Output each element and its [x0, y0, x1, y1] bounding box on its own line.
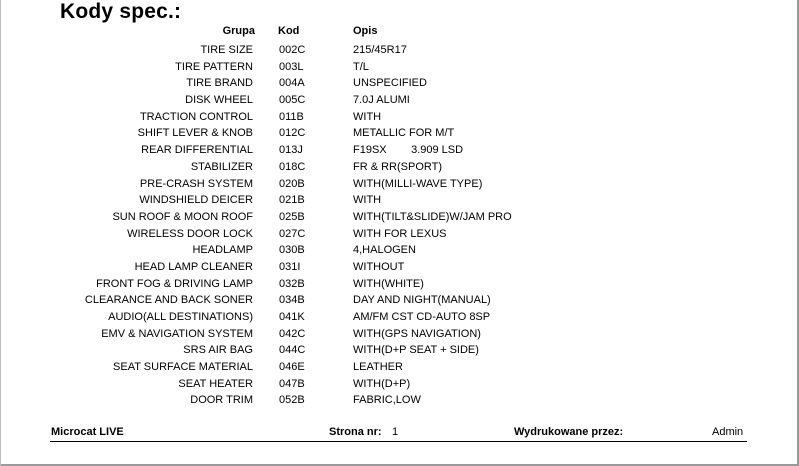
table-row	[0, 211, 799, 228]
row-grupa: WIRELESS DOOR LOCK	[127, 227, 253, 240]
table-row	[0, 361, 799, 378]
row-grupa: TIRE PATTERN	[175, 60, 253, 73]
row-kod: 047B	[279, 377, 305, 390]
row-opis: UNSPECIFIED	[353, 77, 427, 90]
table-row	[0, 311, 799, 328]
row-kod: 044C	[279, 344, 306, 357]
row-kod: 027C	[279, 227, 306, 240]
table-row	[0, 244, 799, 261]
table-row	[0, 61, 799, 78]
row-kod: 046E	[279, 361, 305, 374]
row-opis: WITH(WHITE)	[353, 277, 424, 290]
table-row	[0, 294, 799, 311]
table-row	[0, 127, 799, 144]
row-grupa: AUDIO(ALL DESTINATIONS)	[108, 311, 253, 323]
row-grupa: DISK WHEEL	[185, 94, 253, 107]
row-grupa: WINDSHIELD DEICER	[139, 194, 253, 207]
row-grupa: SRS AIR BAG	[183, 344, 253, 357]
row-kod: 020B	[279, 177, 305, 190]
row-kod: 025B	[279, 210, 305, 223]
table-row	[0, 178, 799, 195]
footer-page-label: Strona nr:	[329, 426, 382, 438]
row-kod: 032B	[279, 277, 305, 290]
row-opis: WITH(GPS NAVIGATION)	[353, 327, 481, 340]
row-kod: 042C	[279, 327, 306, 340]
table-row	[0, 261, 799, 278]
column-header-kod: Kod	[278, 25, 300, 37]
column-header-opis: Opis	[353, 25, 378, 37]
row-grupa: STABILIZER	[190, 160, 253, 173]
table-row	[0, 278, 799, 295]
spec-code-list	[0, 44, 799, 411]
row-grupa: TIRE BRAND	[186, 77, 253, 90]
table-row	[0, 161, 799, 178]
row-opis: 7.0J ALUMI	[353, 94, 410, 107]
column-header-grupa: Grupa	[222, 25, 255, 37]
table-row	[0, 94, 799, 111]
row-kod: 034B	[279, 294, 305, 307]
table-row	[0, 378, 799, 395]
row-kod: 005C	[279, 94, 306, 107]
row-kod: 012C	[279, 127, 306, 140]
row-opis: FR & RR(SPORT)	[353, 160, 443, 173]
row-grupa: PRE-CRASH SYSTEM	[139, 177, 253, 190]
row-opis: F19SX 3.909 LSD	[353, 144, 464, 157]
row-opis: DAY AND NIGHT(MANUAL)	[353, 294, 491, 307]
row-opis: FABRIC,LOW	[353, 394, 421, 407]
row-opis: AM/FM CST CD-AUTO 8SP	[353, 311, 491, 323]
row-grupa: EMV & NAVIGATION SYSTEM	[101, 327, 253, 340]
row-grupa: HEADLAMP	[192, 244, 253, 257]
row-kod: 002C	[279, 44, 306, 56]
row-grupa: CLEARANCE AND BACK SONER	[84, 294, 253, 307]
row-grupa: SEAT SURFACE MATERIAL	[113, 361, 253, 374]
row-grupa: TRACTION CONTROL	[139, 110, 253, 123]
table-row	[0, 194, 799, 211]
row-kod: 011B	[279, 110, 304, 123]
table-row	[0, 144, 799, 161]
row-kod: 018C	[279, 160, 306, 173]
row-opis: WITH FOR LEXUS	[353, 227, 447, 240]
row-opis: METALLIC FOR M/T	[353, 127, 455, 140]
row-opis: T/L	[353, 60, 369, 73]
row-grupa: SUN ROOF & MOON ROOF	[112, 210, 253, 223]
page-title: Kody spec.:	[60, 0, 182, 23]
table-row	[0, 328, 799, 345]
footer-printed-by-value: Admin	[712, 426, 744, 438]
row-kod: 030B	[279, 244, 305, 257]
table-row	[0, 111, 799, 128]
row-kod: 041K	[279, 311, 305, 323]
row-kod: 031I	[279, 260, 301, 273]
footer-app-name: Microcat LIVE	[51, 426, 124, 438]
row-opis: WITH(D+P SEAT + SIDE)	[353, 344, 479, 357]
row-grupa: DOOR TRIM	[190, 394, 253, 407]
row-kod: 004A	[279, 77, 305, 90]
row-kod: 052B	[279, 394, 305, 407]
row-kod: 003L	[279, 60, 304, 73]
row-opis: WITH	[353, 110, 382, 123]
row-opis: WITH	[353, 194, 382, 207]
row-grupa: SHIFT LEVER & KNOB	[137, 127, 253, 140]
row-grupa: REAR DIFFERENTIAL	[141, 144, 253, 157]
row-grupa: FRONT FOG & DRIVING LAMP	[96, 277, 253, 290]
row-grupa: SEAT HEATER	[178, 377, 253, 390]
row-opis: 215/45R17	[353, 44, 407, 56]
footer-divider	[50, 441, 747, 442]
row-opis: LEATHER	[353, 361, 403, 374]
row-kod: 021B	[279, 194, 305, 207]
table-row	[0, 394, 799, 411]
row-opis: WITH(MILLI-WAVE TYPE)	[353, 177, 483, 190]
footer-page-number: 1	[392, 426, 399, 438]
table-row	[0, 44, 799, 61]
row-grupa: HEAD LAMP CLEANER	[134, 260, 253, 273]
row-grupa: TIRE SIZE	[200, 44, 253, 56]
row-opis: WITH(D+P)	[353, 377, 411, 390]
row-opis: WITH(TILT&SLIDE)W/JAM PRO	[353, 210, 512, 223]
row-opis: 4,HALOGEN	[353, 244, 416, 257]
row-opis: WITHOUT	[353, 260, 405, 273]
table-row	[0, 344, 799, 361]
footer-printed-by-label: Wydrukowane przez:	[514, 426, 624, 438]
table-row	[0, 228, 799, 245]
table-row	[0, 77, 799, 94]
row-kod: 013J	[279, 144, 303, 157]
